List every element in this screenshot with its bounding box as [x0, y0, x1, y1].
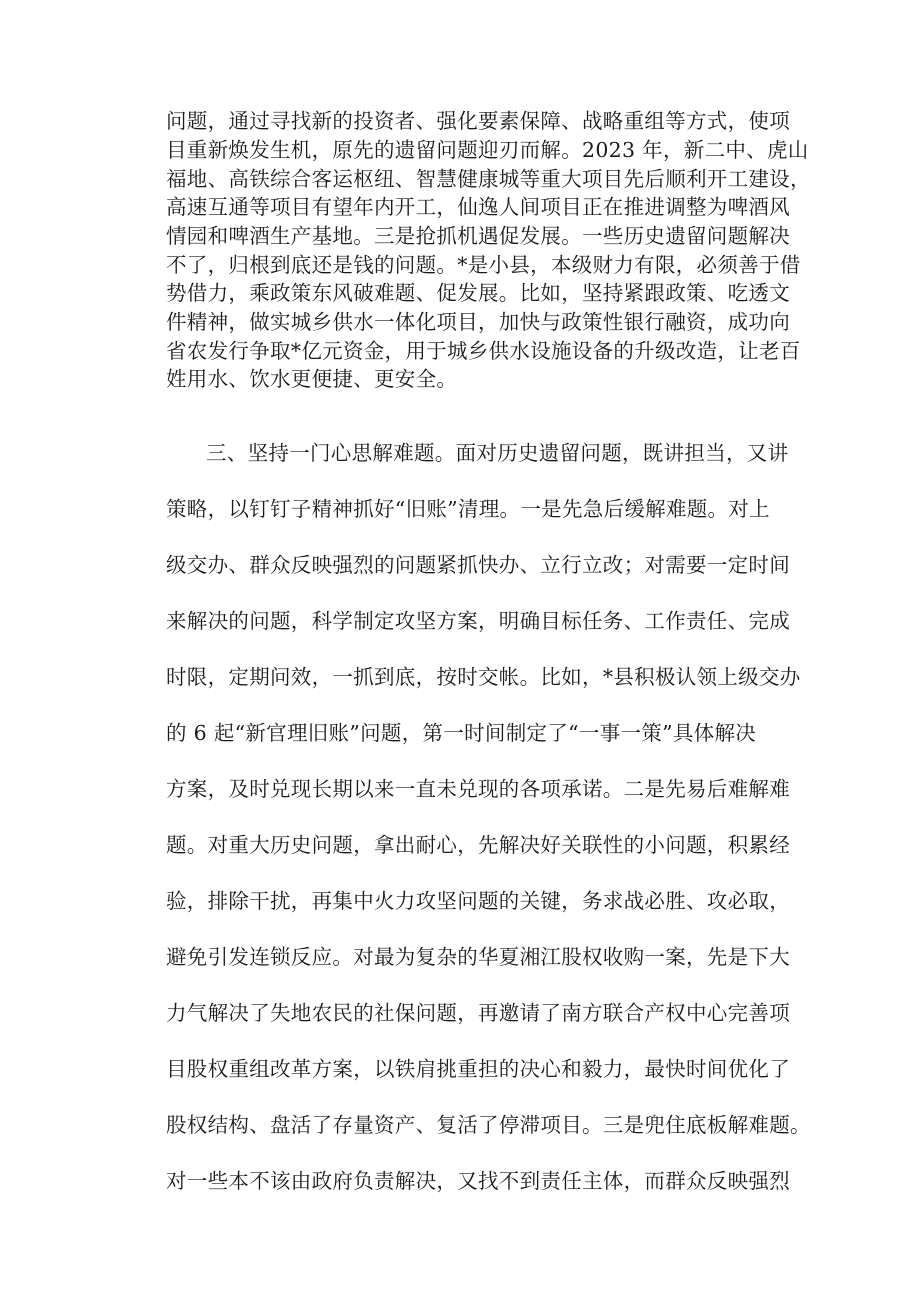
text-line: 问题，通过寻找新的投资者、强化要素保障、战略重组等方式，使项	[166, 109, 790, 133]
text-line: 来解决的问题，科学制定攻坚方案，明确目标任务、工作责任、完成	[166, 609, 790, 633]
text-line: 的 6 起“新官理旧账”问题，第一时间制定了“一事一策”具体解决	[166, 721, 757, 745]
text-line: 方案，及时兑现长期以来一直未兑现的各项承诺。二是先易后难解难	[166, 777, 790, 801]
text-line: 势借力，乘政策东风破难题、促发展。比如，坚持紧跟政策、吃透文	[166, 281, 790, 305]
text-line: 情园和啤酒生产基地。三是抢抓机遇促发展。一些历史遗留问题解决	[166, 224, 790, 248]
text-line: 目重新焕发生机，原先的遗留问题迎刃而解。2023 年，新二中、虎山	[166, 138, 809, 162]
text-line: 高速互通等项目有望年内开工，仙逸人间项目正在推进调整为啤酒风	[166, 195, 790, 219]
text-line: 福地、高铁综合客运枢纽、智慧健康城等重大项目先后顺利开工建设，	[166, 167, 811, 191]
text-line: 避免引发连锁反应。对最为复杂的华夏湘江股权收购一案，先是下大	[166, 945, 790, 969]
text-line: 力气解决了失地农民的社保问题，再邀请了南方联合产权中心完善项	[166, 1001, 790, 1025]
text-line: 股权结构、盘活了存量资产、复活了停滞项目。三是兜住底板解难题。	[166, 1113, 811, 1137]
text-line: 三、坚持一门心思解难题。面对历史遗留问题，既讲担当，又讲	[206, 441, 789, 465]
text-line: 验，排除干扰，再集中火力攻坚问题的关键，务求战必胜、攻必取，	[166, 889, 790, 913]
text-line: 件精神，做实城乡供水一体化项目，加快与政策性银行融资，成功向	[166, 310, 790, 334]
text-line: 姓用水、饮水更便捷、更安全。	[166, 367, 458, 391]
text-line: 题。对重大历史问题，拿出耐心，先解决好关联性的小问题，积累经	[166, 833, 790, 857]
text-line: 目股权重组改革方案，以铁肩挑重担的决心和毅力，最快时间优化了	[166, 1057, 790, 1081]
text-line: 时限，定期问效，一抓到底，按时交帐。比如，*县积极认领上级交办	[166, 665, 801, 689]
text-line: 对一些本不该由政府负责解决，又找不到责任主体，而群众反映强烈	[166, 1169, 790, 1193]
text-line: 策略，以钉钉子精神抓好“旧账”清理。一是先急后缓解难题。对上	[166, 497, 770, 521]
text-line: 级交办、群众反映强烈的问题紧抓快办、立行立改；对需要一定时间	[166, 553, 790, 577]
text-line: 不了，归根到底还是钱的问题。*是小县，本级财力有限，必须善于借	[166, 253, 801, 277]
text-line: 省农发行争取*亿元资金，用于城乡供水设施设备的升级改造，让老百	[166, 339, 801, 363]
